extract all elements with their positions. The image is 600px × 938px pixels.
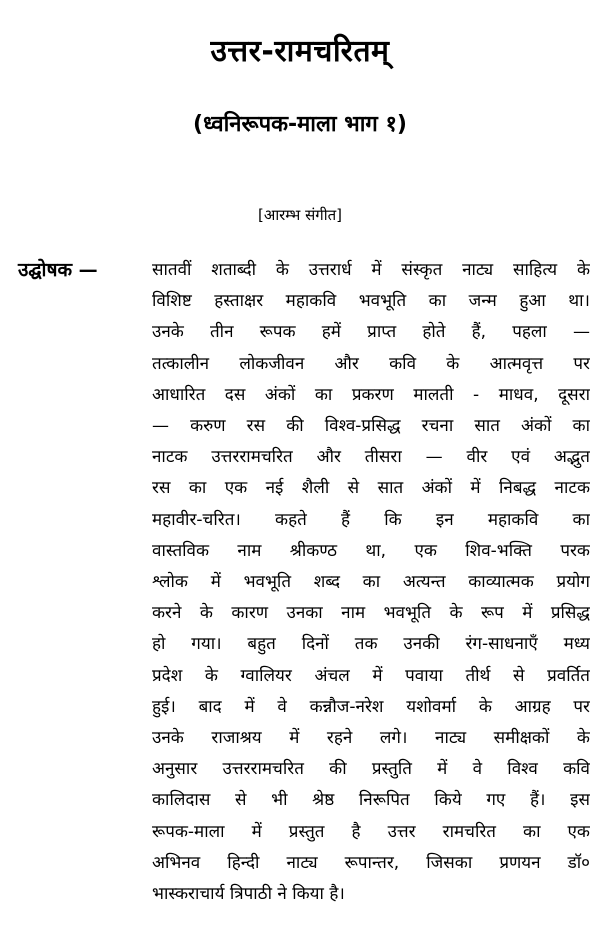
dialogue-line: — करुण रस की विश्व-प्रसिद्ध रचना सात अंकों का bbox=[152, 416, 590, 437]
dialogue-line: उनके राजाश्रय में रहने लगे। नाट्य समीक्षकों के bbox=[152, 728, 590, 749]
dialogue-line: प्रदेश के ग्वालियर अंचल में पवाया तीर्थ से प्रवर्तित bbox=[152, 665, 590, 686]
dialogue-line: अनुसार उत्तररामचरित की प्रस्तुति में वे विश्व कवि bbox=[152, 759, 590, 780]
dialogue-line: आधारित दस अंकों का प्रकरण मालती - माधव, दूसरा bbox=[152, 384, 590, 405]
dialogue-line: रस का एक नई शैली से सात अंकों में निबद्ध नाटक bbox=[152, 478, 590, 499]
dialogue-line: श्लोक में भवभूति शब्द का अत्यन्त काव्यात्मक प्रयोग bbox=[152, 572, 590, 593]
dialogue-line: हो गया। बहुत दिनों तक उनकी रंग-साधनाएँ मध्य bbox=[152, 634, 590, 655]
stage-direction: [आरम्भ संगीत] bbox=[257, 206, 342, 224]
dialogue-line: अभिनव हिन्दी नाट्य रूपान्तर, जिसका प्रणयन डॉ० bbox=[152, 852, 590, 873]
dialogue-line: नाटक उत्तररामचरित और तीसरा — वीर एवं अद्भुत bbox=[152, 447, 590, 468]
dialogue-line: महावीर-चरित। कहते हैं कि इन महाकवि का bbox=[152, 509, 590, 530]
page-subtitle: (ध्वनिरूपक-माला भाग १) bbox=[193, 112, 407, 137]
dialogue-line: कालिदास से भी श्रेष्ठ निरूपित किये गए हैं। इस bbox=[152, 790, 590, 811]
dialogue-line: सातवीं शताब्दी के उत्तरार्ध में संस्कृत नाट्य साहित्य के bbox=[152, 260, 590, 280]
page-title: उत्तर-रामचरितम् bbox=[210, 34, 390, 69]
dialogue-line: करने के कारण उनका नाम भवभूति के रूप में प्रसिद्ध bbox=[152, 603, 590, 624]
dialogue-line: भास्कराचार्य त्रिपाठी ने किया है। bbox=[152, 884, 345, 905]
dialogue-line: तत्कालीन लोकजीवन और कवि के आत्मवृत्त पर bbox=[152, 353, 590, 374]
dialogue-line: हुई। बाद में वे कन्नौज-नरेश यशोवर्मा के आग्रह पर bbox=[152, 696, 590, 717]
dialogue-line: विशिष्ट हस्ताक्षर महाकवि भवभूति का जन्म हुआ था। bbox=[152, 291, 590, 312]
speaker-dialogue bbox=[152, 255, 590, 910]
dialogue-line: वास्तविक नाम श्रीकण्ठ था, एक शिव-भक्ति परक bbox=[152, 540, 590, 561]
dialogue-line: रूपक-माला में प्रस्तुत है उत्तर रामचरित का एक bbox=[152, 821, 590, 842]
speaker-label: उद्घोषक — bbox=[18, 259, 98, 281]
dialogue-line: उनके तीन रूपक हमें प्राप्त होते हैं, पहला — bbox=[152, 322, 590, 343]
